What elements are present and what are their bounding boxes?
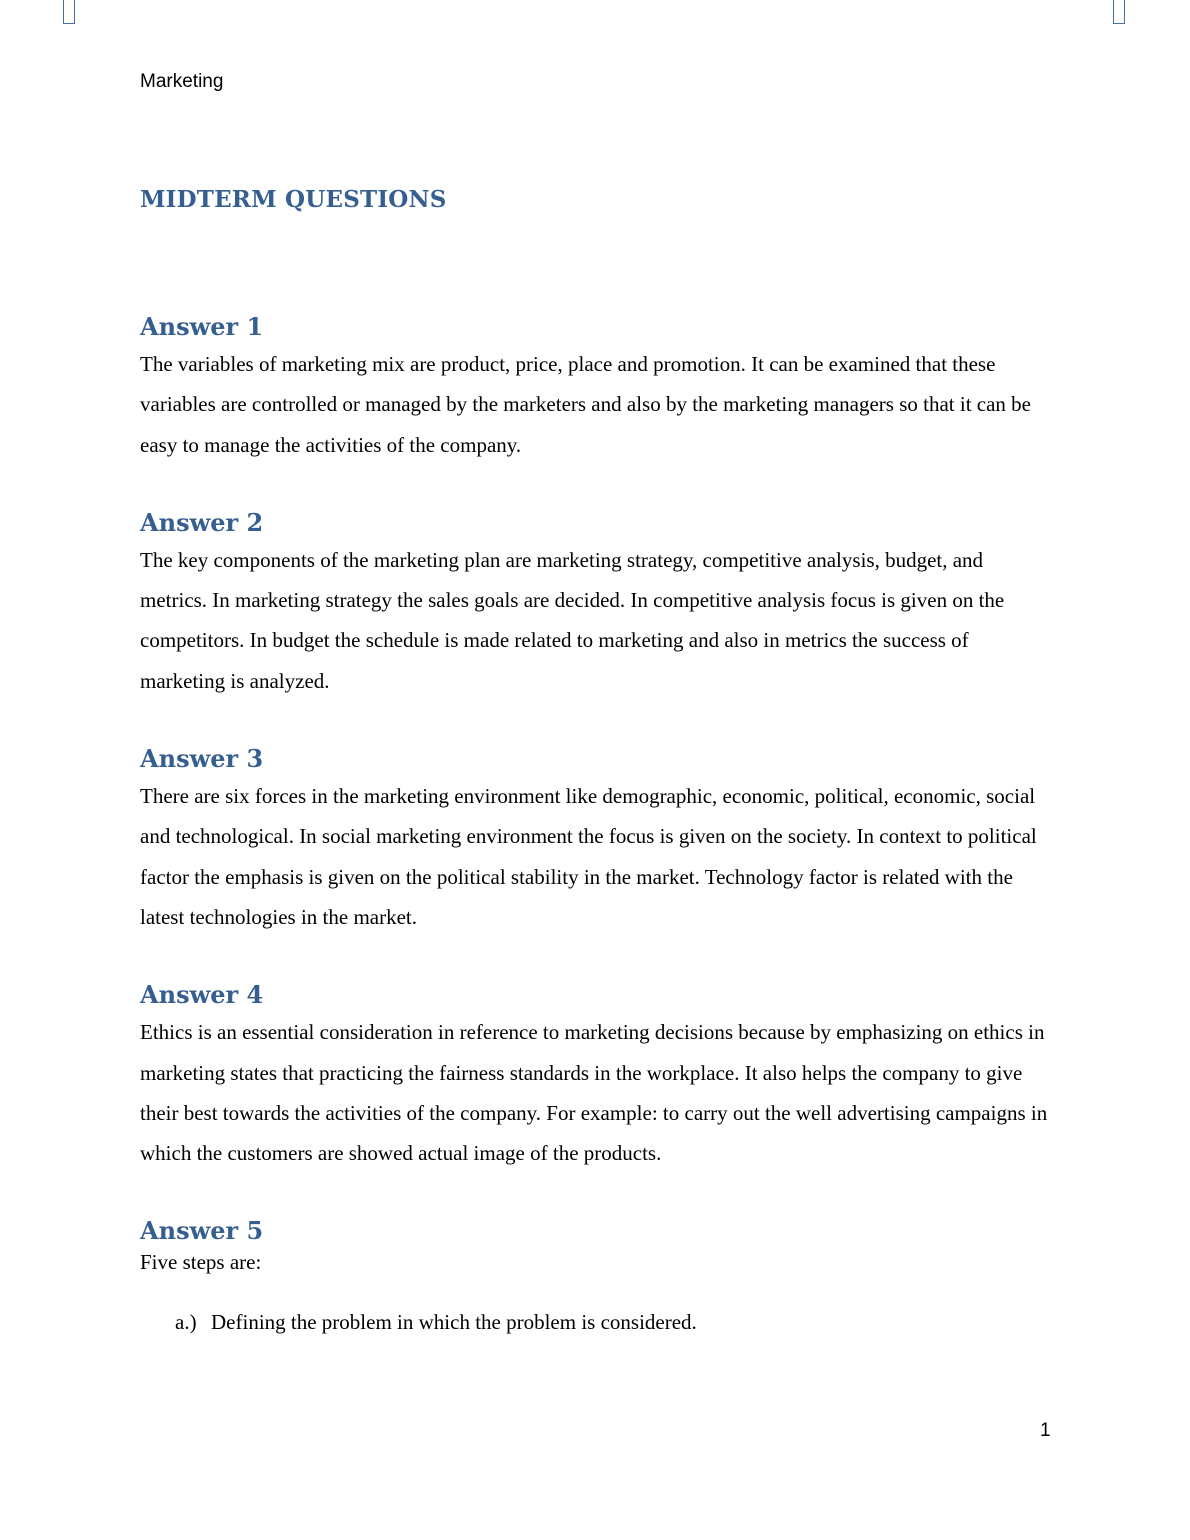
corner-crop-mark-right [1113,0,1125,24]
answer-4-section [140,978,1050,1173]
step-text: Defining the problem in which the problem is considered. [211,1310,697,1335]
document-title: MIDTERM QUESTIONS [140,186,447,213]
answer-1-heading: Answer 1 [140,312,264,341]
answer-2-heading: Answer 2 [140,507,264,537]
answer-1-section [140,310,1050,465]
running-header: Marketing [140,71,224,92]
answer-3-section [140,742,1050,937]
answer-3-text: There are six forces in the marketing environment like demographic, economic, political, economic, social and technological. In social marketing environment the focus is given on the society. In context to political factor the emphasis is given on the political stability in the market. Technology factor is related with the latest technologies in the market. [140,784,1037,929]
answer-4-heading: Answer 4 [140,980,264,1010]
answer-4-text: Ethics is an essential consideration in reference to marketing decisions because by emphasizing on ethics in marketing states that practicing the fairness standards in the workplace. It also helps the company to give their best towards the activities of the company. For example: to carry out the well advertising campaigns in which the customers are showed actual image of the products. [140,1020,1048,1166]
answer-5-intro: Five steps are: [140,1250,262,1275]
page-number: 1 [1040,1420,1051,1441]
step-item [175,1308,1050,1336]
document-body [140,310,1050,1377]
corner-crop-mark-left [63,0,75,24]
step-marker: a.) [175,1310,197,1335]
answer-3-heading: Answer 3 [140,744,264,774]
answer-5-heading: Answer 5 [140,1216,264,1246]
answer-2-text: The key components of the marketing plan are marketing strategy, competitive analysis, budget, and metrics. In marketing strategy the sales goals are decided. In competitive analysis focus is given on the competitors. In budget the schedule is made related to marketing and also in metrics the success of marketing is analyzed. [140,547,1005,693]
answer-2-section [140,506,1050,701]
steps-list [175,1308,1050,1336]
answer-1-text: The variables of marketing mix are product, price, place and promotion. It can be examined that these variables are controlled or managed by the marketers and also by the marketing managers so that it can be easy to manage the activities of the company. [140,352,1032,457]
answer-5-section [140,1214,1050,1336]
